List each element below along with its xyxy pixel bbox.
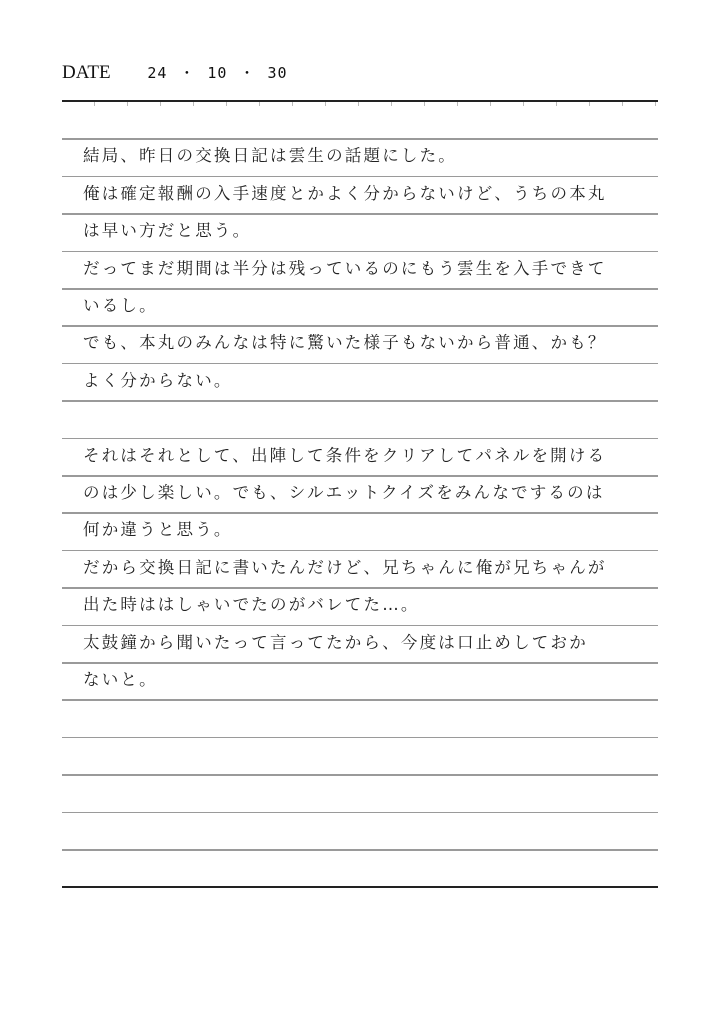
ruled-line [62,812,658,814]
ruled-line [62,400,658,402]
diary-text-line: のは少し楽しい。でも、シルエットクイズをみんなでするのは [83,483,605,502]
diary-text-line: 出た時ははしゃいでたのがバレてた…。 [83,595,420,615]
diary-text-line: 結局、昨日の交換日記は雲生の話題にした。 [83,146,457,166]
ruled-line [62,699,658,701]
date-header [62,62,288,84]
ruled-line [62,737,658,739]
date-label: DATE [62,62,111,83]
bottom-rule [62,886,658,888]
diary-text-line: だってまだ期間は半分は残っているのにもう雲生を入手できて [83,258,607,278]
diary-text-line: よく分からない。 [83,370,233,390]
diary-text-line: でも、本丸のみんなは特に驚いた様子もないから普通、かも？ [83,333,607,353]
date-value [147,64,287,82]
ruler-ticks [62,102,658,106]
diary-text-line: は早い方だと思う。 [83,221,252,241]
diary-text-line: 俺は確定報酬の入手速度とかよく分からないけど、うちの本丸 [83,183,607,203]
date-day: 30 [267,64,288,82]
date-separator: ・ [179,64,196,82]
date-separator: ・ [239,64,256,82]
diary-text-line: 太鼓鐘から聞いたって言ってたから、今度は口止めしておか [83,632,588,652]
diary-text-line: ないと。 [83,670,158,689]
diary-text-line: 何か違うと思う。 [83,520,233,540]
diary-text-line: いるし。 [83,296,158,315]
date-year: 24 [147,64,168,82]
ruled-line [62,849,658,851]
diary-text-line: それはそれとして、出陣して条件をクリアしてパネルを開ける [83,445,607,465]
date-month: 10 [207,64,228,82]
diary-text-line: だから交換日記に書いたんだけど、兄ちゃんに俺が兄ちゃんが [83,557,607,577]
ruled-line [62,774,658,776]
